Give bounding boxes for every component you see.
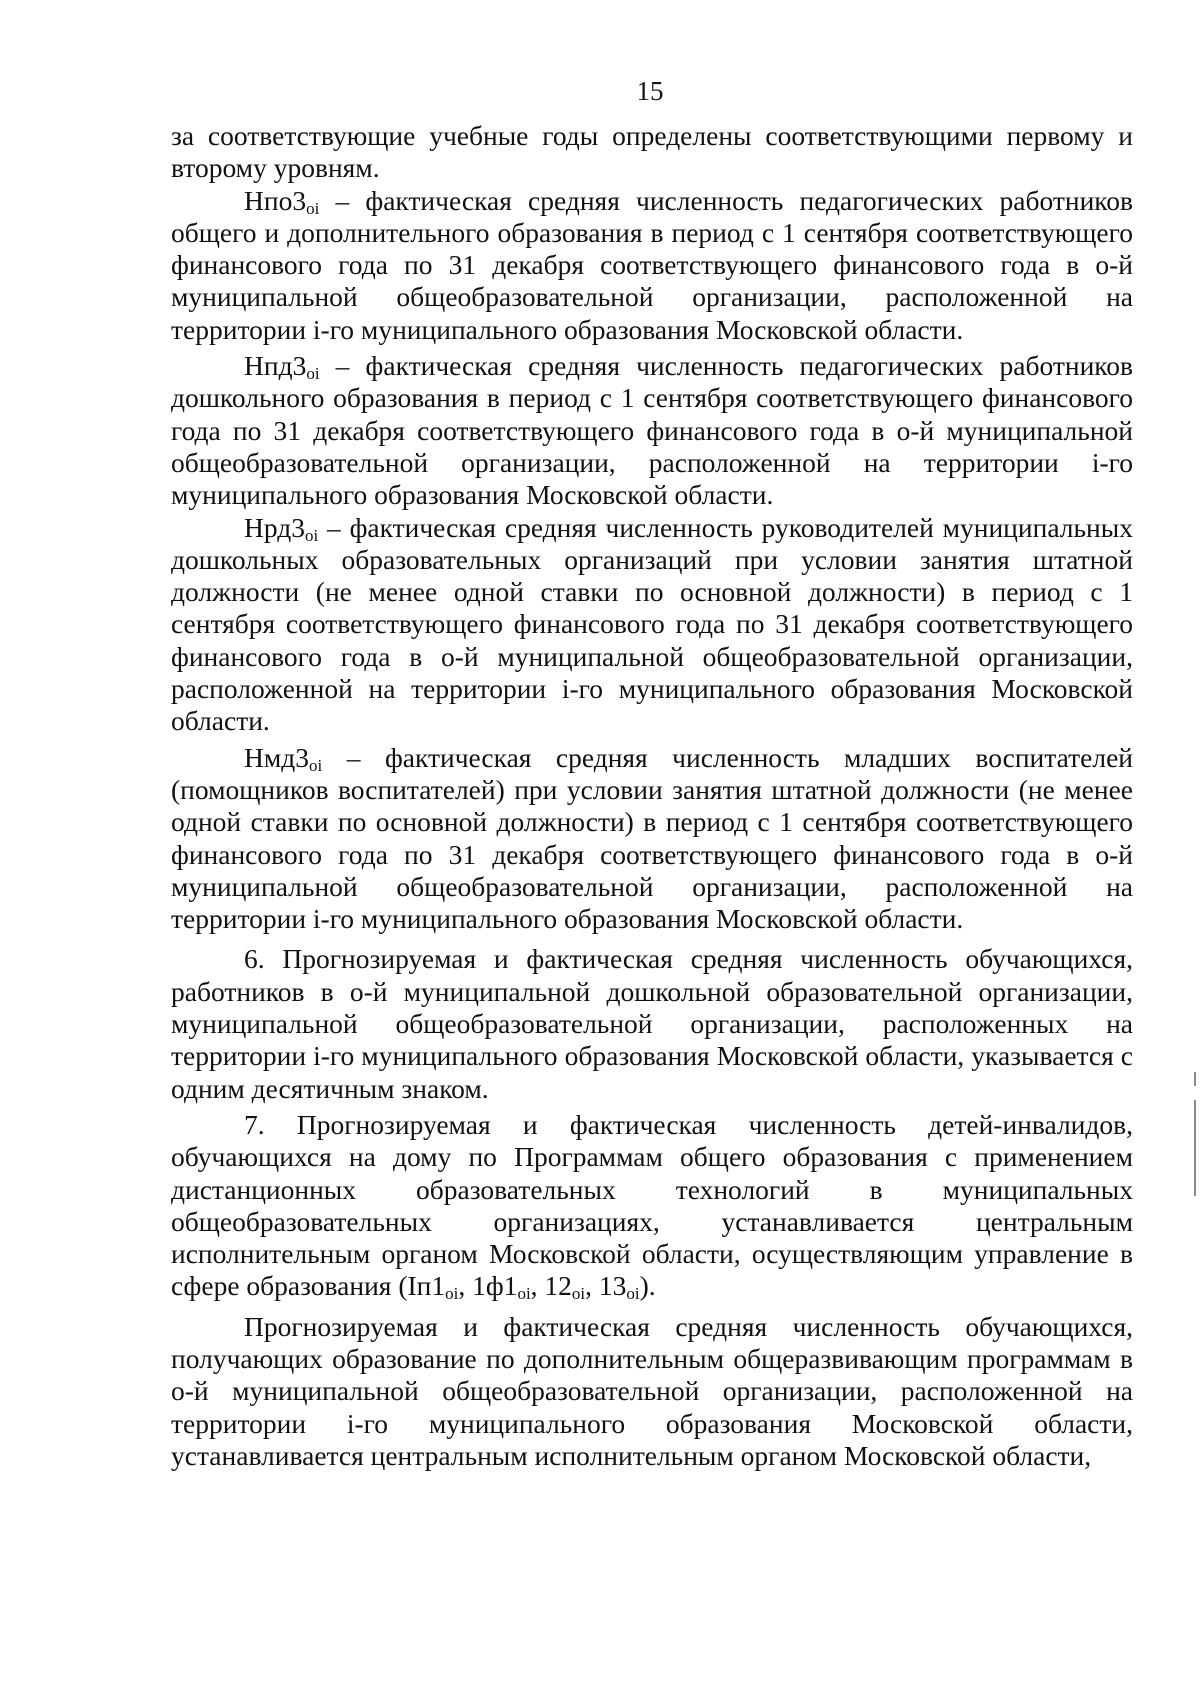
text-segment: , 13 — [585, 1270, 627, 1302]
paragraph — [171, 350, 1133, 511]
text-segment: 6. Прогнозируемая и фактическая средняя численность обучающихся, работников в о-й муниципальной дошкольной образовательной организации, муниципальной общеобразовательной организации, расположенных на территории i-го муниципального образования Московской области, указывается с одним десятичным знаком. — [171, 943, 1133, 1104]
paragraph — [171, 943, 1133, 1104]
scan-edge-mark — [1194, 1100, 1196, 1196]
text-segment: – фактическая средняя численность младших воспитателей (помощников воспитателей) при условии занятия штатной должности (не менее одной ставки по основной должности) в период с 1 сентября соответствующего финансового года по 31 декабря соответствующего финансового года в о-й муниципальной общеобразовательной организации, расположенной на территории i-го муниципального образования Московской области. — [171, 741, 1133, 935]
subscript-index: oi — [309, 755, 323, 775]
subscript-index: oi — [306, 364, 320, 384]
text-segment: за соответствующие учебные годы определены соответствующими первому и второму уровням. — [171, 120, 1133, 184]
text-segment: – фактическая средняя численность руководителей муниципальных дошкольных образовательных организаций при условии занятия штатной должности (не менее одной ставки по основной должности) в период с 1 сентября соответствующего финансового года по 31 декабря соответствующего финансового года в о-й муниципальной общеобразовательной организации, расположенной на территории i-го муниципального образования Московской области. — [171, 511, 1133, 737]
document-body — [171, 120, 1133, 1472]
text-segment: 7. Прогнозируемая и фактическая численность детей-инвалидов, обучающихся на дому по Программам общего образования с применением дистанционных образовательных технологий в муниципальных общеобразовательных организациях, устанавливается центральным исполнительным органом Московской области, осуществляющим управление в сфере образования (Iп1 — [171, 1108, 1133, 1302]
subscript-index: oi — [445, 1284, 459, 1304]
paragraph — [171, 1311, 1133, 1472]
subscript-index: oi — [626, 1284, 640, 1304]
paragraph — [171, 185, 1133, 346]
text-segment: , 1ф1 — [458, 1270, 518, 1302]
paragraph — [171, 120, 1133, 185]
page-number: 15 — [636, 76, 664, 106]
text-segment: Нрд3 — [244, 511, 305, 543]
subscript-index: oi — [305, 525, 319, 545]
text-segment: , 12 — [530, 1270, 572, 1302]
text-segment: Нпд3 — [244, 350, 307, 382]
subscript-index: oi — [517, 1284, 531, 1304]
text-segment: Нпо3 — [244, 184, 307, 216]
text-segment: Нмд3 — [244, 741, 310, 773]
subscript-index: oi — [571, 1284, 586, 1304]
paragraph — [171, 742, 1133, 936]
paragraph — [171, 1109, 1133, 1303]
text-segment: – фактическая средняя численность педагогических работников общего и дополнительного образования в период с 1 сентября соответствующего финансового года по 31 декабря соответствующего финансового года в о-й муниципальной общеобразовательной организации, расположенной на территории i-го муниципального образования Московской области. — [171, 184, 1133, 345]
text-segment: ). — [639, 1270, 656, 1302]
scan-edge-mark — [1194, 1072, 1196, 1086]
subscript-index: oi — [306, 198, 320, 218]
text-segment: – фактическая средняя численность педагогических работников дошкольного образования в период с 1 сентября соответствующего финансового года по 31 декабря соответствующего финансового года в о-й муниципальной общеобразовательной организации, расположенной на территории i-го муниципального образования Московской области. — [171, 350, 1133, 511]
text-segment: Прогнозируемая и фактическая средняя численность обучающихся, получающих образование по дополнительным общеразвивающим программам в о-й муниципальной общеобразовательной организации, расположенной на территории i-го муниципального образования Московской области, устанавливается центральным исполнительным органом Московской области, — [171, 1310, 1133, 1471]
paragraph — [171, 512, 1133, 738]
